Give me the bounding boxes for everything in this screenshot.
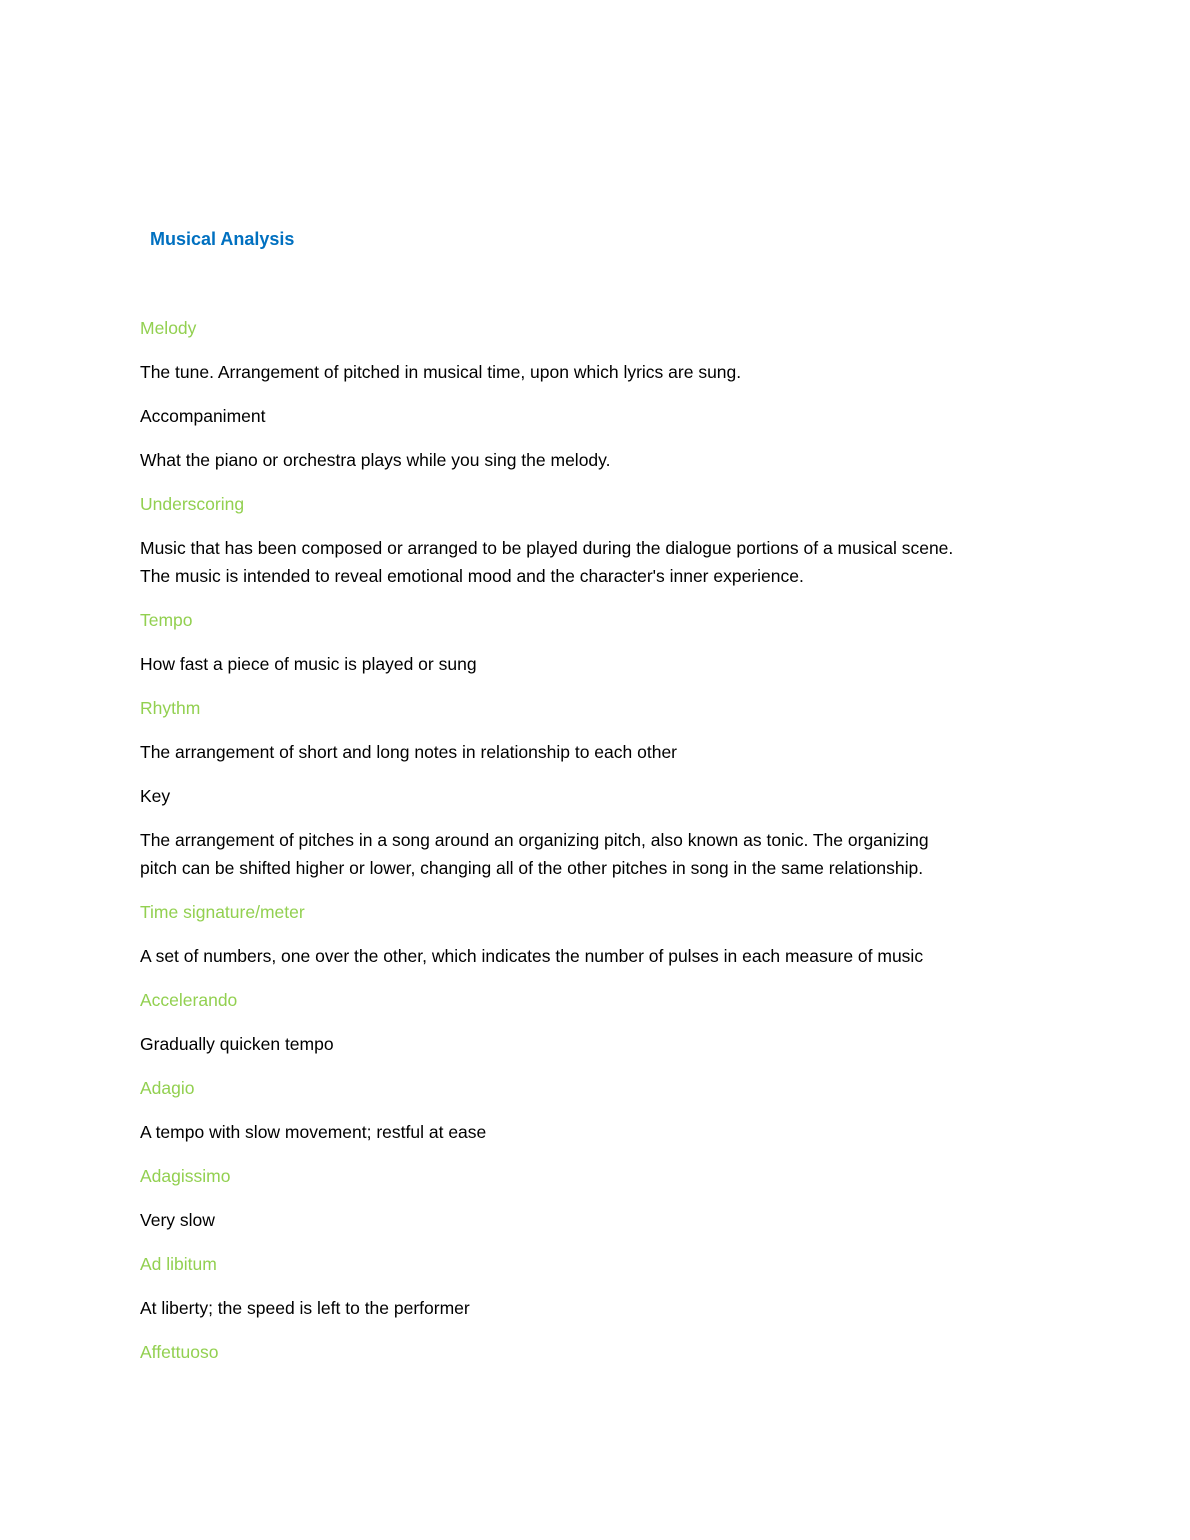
definition-line: What the piano or orchestra plays while you sing the melody.	[140, 450, 611, 470]
glossary-definition	[140, 358, 1100, 386]
glossary-term: Time signature/meter	[140, 902, 305, 922]
definition-line: The arrangement of short and long notes in relationship to each other	[140, 742, 678, 762]
glossary-term: Adagio	[140, 1078, 195, 1098]
glossary-term: Accelerando	[140, 990, 238, 1010]
glossary-definition	[140, 1118, 1100, 1146]
definition-line: A tempo with slow movement; restful at ease	[140, 1122, 487, 1142]
glossary-term: Key	[140, 786, 171, 806]
glossary-definition	[140, 942, 1100, 970]
glossary-term: Tempo	[140, 610, 193, 630]
glossary-definition	[140, 446, 1100, 474]
definition-line: pitch can be shifted higher or lower, changing all of the other pitches in song in the same relationship.	[140, 858, 924, 878]
glossary	[140, 314, 1100, 1382]
glossary-term: Adagissimo	[140, 1166, 231, 1186]
glossary-definition	[140, 826, 1100, 882]
glossary-term: Affettuoso	[140, 1342, 219, 1362]
definition-line: Gradually quicken tempo	[140, 1034, 334, 1054]
glossary-definition	[140, 534, 1100, 590]
definition-line: The tune. Arrangement of pitched in musical time, upon which lyrics are sung.	[140, 362, 742, 382]
definition-line: How fast a piece of music is played or sung	[140, 654, 477, 674]
definition-line: A set of numbers, one over the other, which indicates the number of pulses in each measure of music	[140, 946, 924, 966]
glossary-term: Accompaniment	[140, 406, 266, 426]
glossary-definition	[140, 1294, 1100, 1322]
glossary-term: Melody	[140, 318, 197, 338]
definition-line: The arrangement of pitches in a song around an organizing pitch, also known as tonic. The organizing	[140, 830, 929, 850]
glossary-term: Rhythm	[140, 698, 201, 718]
definition-line: Music that has been composed or arranged to be played during the dialogue portions of a musical scene.	[140, 538, 954, 558]
glossary-definition	[140, 738, 1100, 766]
glossary-definition	[140, 650, 1100, 678]
definition-line: The music is intended to reveal emotional mood and the character's inner experience.	[140, 566, 804, 586]
page-title: Musical Analysis	[150, 229, 295, 249]
definition-line: At liberty; the speed is left to the performer	[140, 1298, 470, 1318]
glossary-definition	[140, 1206, 1100, 1234]
definition-line: Very slow	[140, 1210, 215, 1230]
glossary-definition	[140, 1030, 1100, 1058]
glossary-term: Ad libitum	[140, 1254, 217, 1274]
glossary-term: Underscoring	[140, 494, 245, 514]
